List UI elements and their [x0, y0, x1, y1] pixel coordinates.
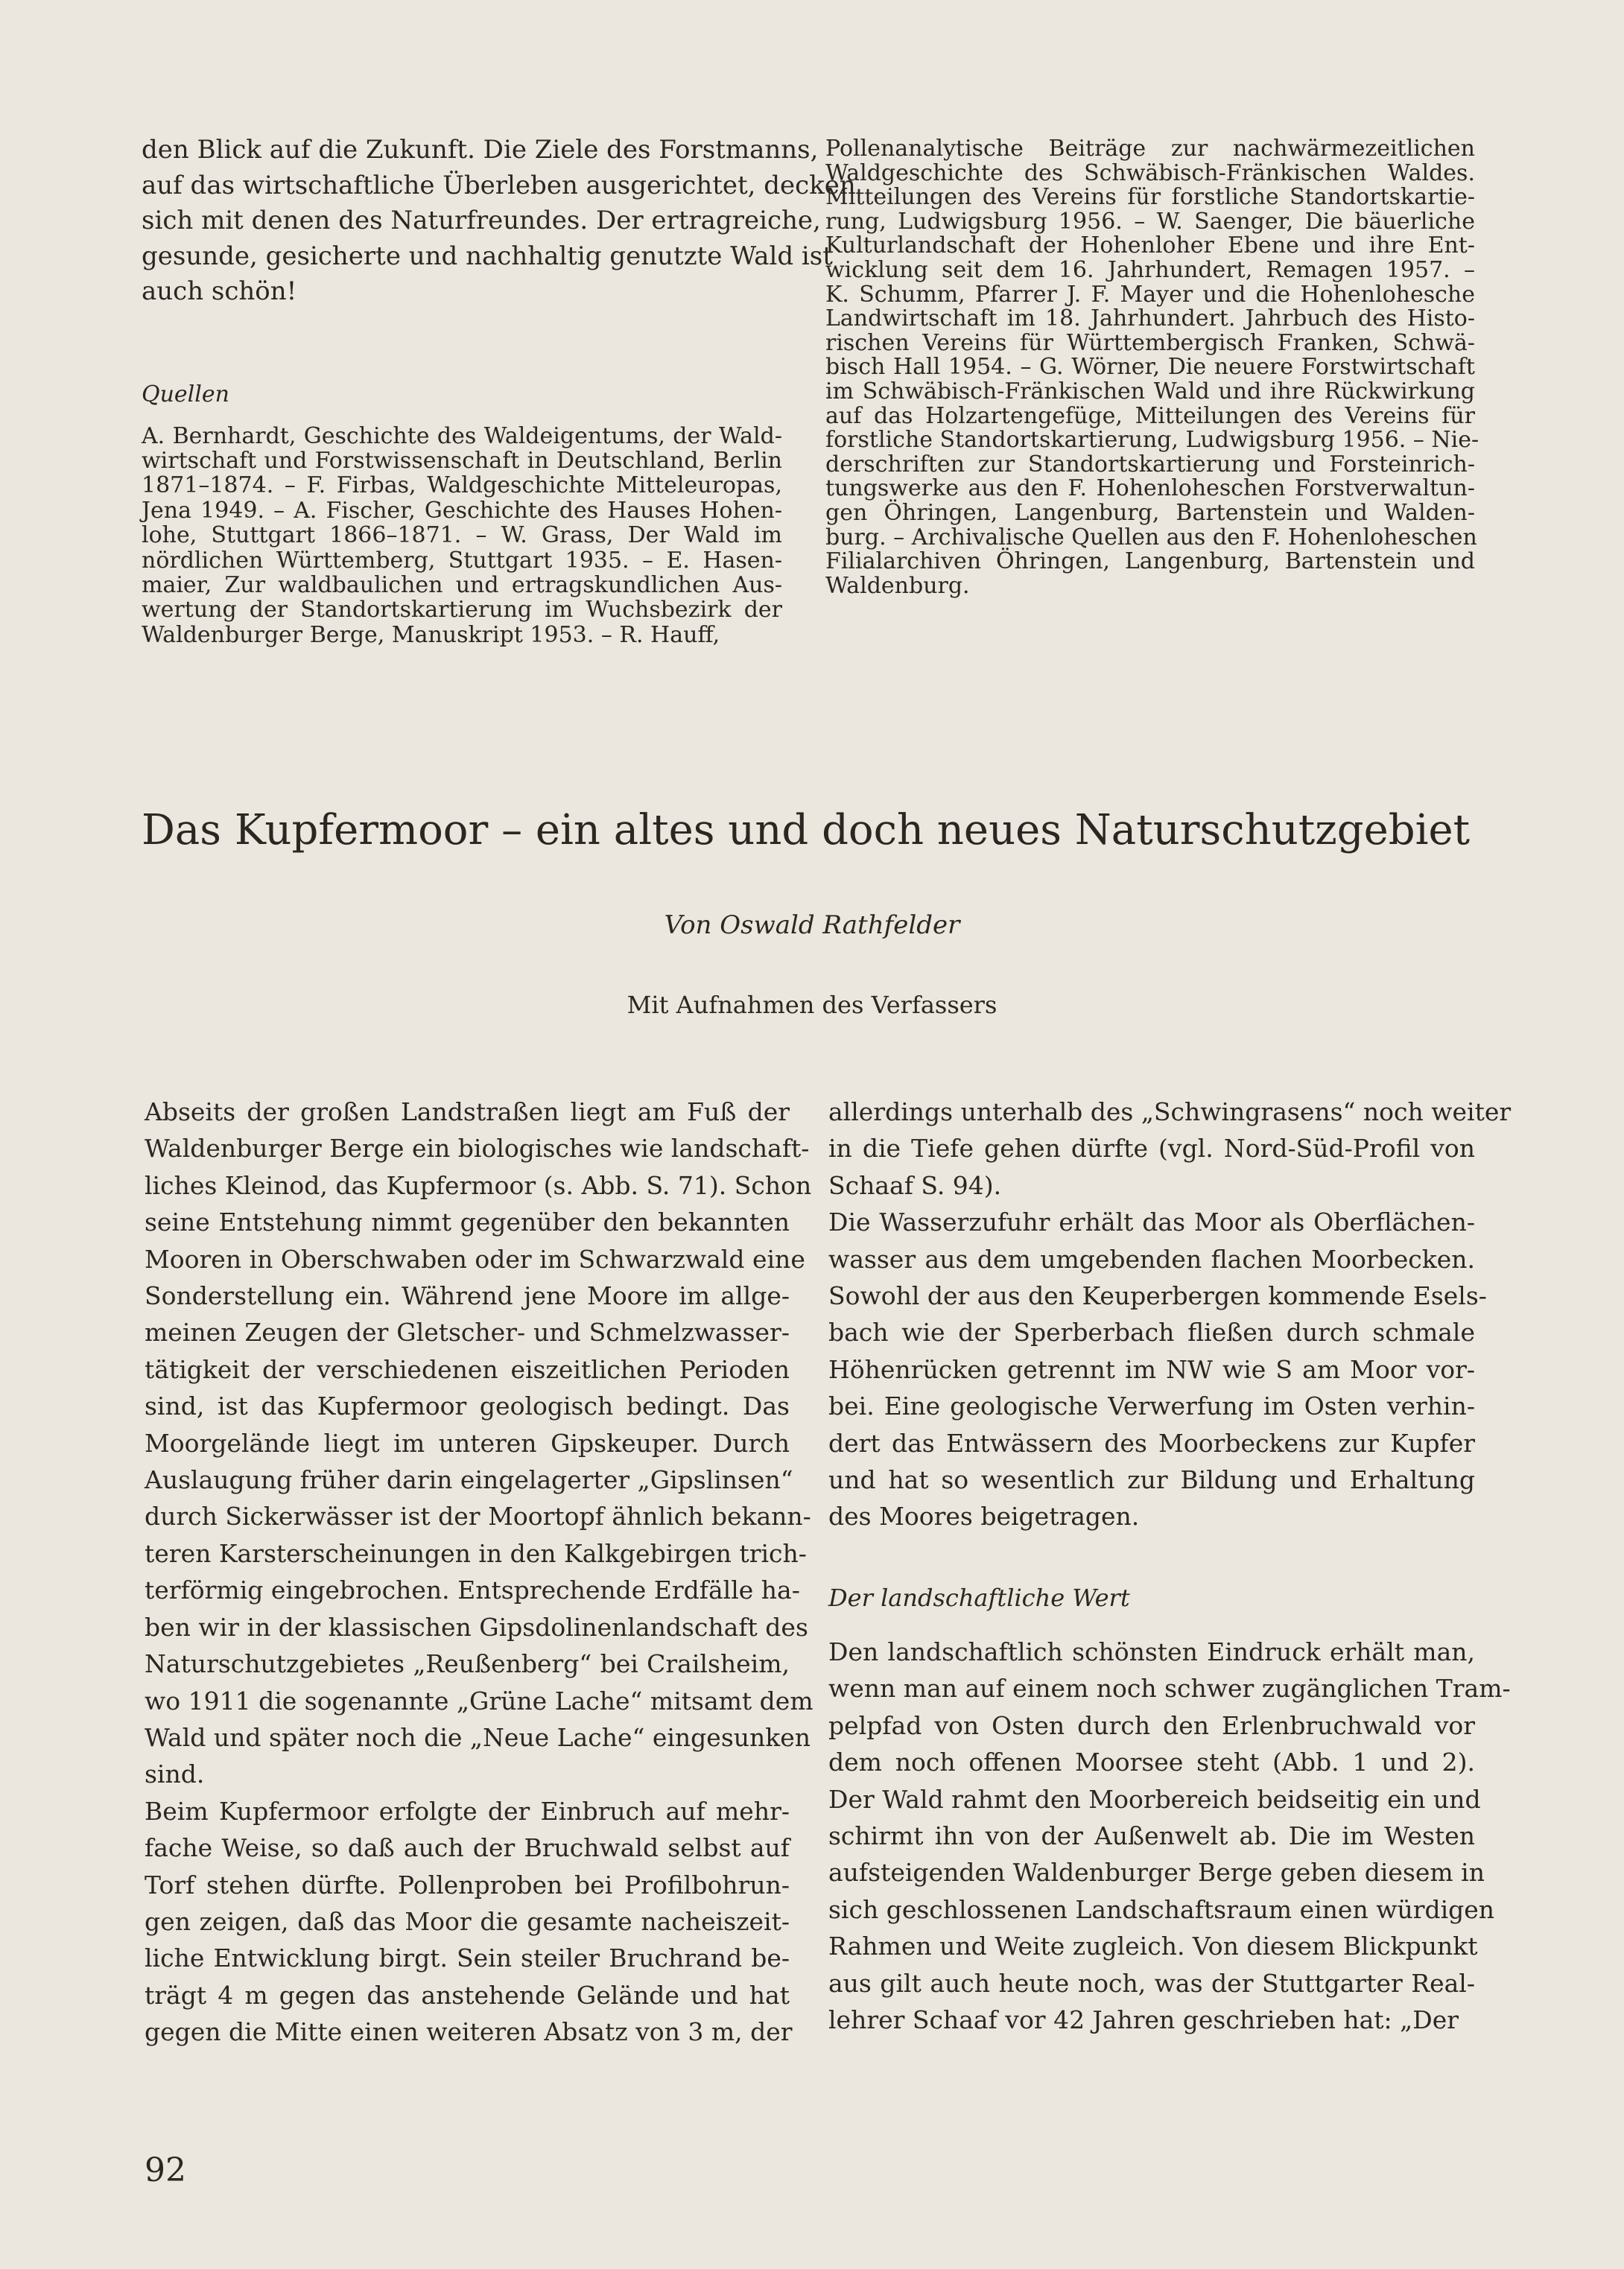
text-line: forstliche Standortskartierung, Ludwigsburg 1956. – Nie- — [825, 427, 1479, 454]
text-line: lehrer Schaaf vor 42 Jahren geschrieben hat: „Der — [828, 2005, 1459, 2034]
paragraph-water-supply — [828, 1204, 1487, 1535]
text-line: liche Entwicklung birgt. Sein steiler Bruchrand be- — [145, 1943, 790, 1973]
text-line: wenn man auf einem noch schwer zugänglichen Tram- — [828, 1674, 1511, 1704]
sources-list-left — [142, 424, 782, 648]
text-line: Höhenrücken getrennt im NW wie S am Moor vor- — [828, 1354, 1475, 1384]
text-line: gesunde, gesicherte und nachhaltig genutzte Wald ist — [142, 241, 833, 271]
section-heading: Der landschaftliche Wert — [828, 1583, 1130, 1612]
text-line: Schaaf S. 94). — [828, 1170, 1002, 1200]
text-line: wo 1911 die sogenannte „Grüne Lache“ mitsamt dem — [145, 1686, 813, 1716]
text-line: terförmig eingebrochen. Entsprechende Erdfälle ha- — [145, 1575, 800, 1605]
text-line: Filialarchiven Öhringen, Langenburg, Bartenstein und — [825, 548, 1475, 575]
text-line: wicklung seit dem 16. Jahrhundert, Remagen 1957. – — [825, 256, 1475, 283]
paragraph-collapse — [145, 1793, 793, 2051]
text-line: Waldenburg. — [825, 572, 970, 599]
text-line: Mitteilungen des Vereins für forstliche Standortskartie- — [825, 184, 1475, 211]
text-line: Die Wasserzufuhr erhält das Moor als Oberflächen- — [828, 1208, 1475, 1237]
text-line: tungswerke aus den F. Hohenloheschen Forstverwaltun- — [825, 475, 1475, 502]
text-line: aufsteigenden Waldenburger Berge geben diesem in — [828, 1858, 1485, 1888]
text-line: in die Tiefe gehen dürfte (vgl. Nord-Süd-Profil von — [828, 1134, 1475, 1164]
top-right-column — [825, 136, 1479, 599]
text-line: derschriften zur Standortskartierung und Forsteinrich- — [825, 451, 1475, 477]
paragraph-landscape — [828, 1634, 1511, 2038]
text-line: Landwirtschaft im 18. Jahrhundert. Jahrbuch des Histo- — [825, 305, 1475, 332]
text-line: teren Karsterscheinungen in den Kalkgebirgen trich- — [145, 1538, 807, 1568]
text-line: auf das wirtschaftliche Überleben ausgerichtet, decken — [142, 170, 856, 200]
text-line: Mooren in Oberschwaben oder im Schwarzwald eine — [145, 1244, 805, 1274]
text-line: Naturschutzgebietes „Reußenberg“ bei Crailsheim, — [145, 1649, 790, 1679]
text-line: sind, ist das Kupfermoor geologisch bedingt. Das — [145, 1391, 790, 1421]
text-line: sich geschlossenen Landschaftsraum einen würdigen — [828, 1894, 1495, 1924]
text-line: lohe, Stuttgart 1866–1871. – W. Grass, Der Wald im — [142, 522, 782, 549]
text-line: des Moores beigetragen. — [828, 1502, 1140, 1532]
text-line: Den landschaftlich schönsten Eindruck erhält man, — [828, 1637, 1475, 1666]
paragraph-depth — [828, 1094, 1512, 1204]
text-line: Sonderstellung ein. Während jene Moore im allge- — [145, 1281, 790, 1311]
text-line: Wald und später noch die „Neue Lache“ eingesunken — [145, 1722, 811, 1752]
text-line: und hat so wesentlich zur Bildung und Erhaltung — [828, 1465, 1475, 1495]
text-line: Waldenburger Berge, Manuskript 1953. – R. Hauff, — [142, 621, 720, 648]
text-line: meinen Zeugen der Gletscher- und Schmelzwasser- — [145, 1318, 790, 1348]
text-line: schirmt ihn von der Außenwelt ab. Die im Westen — [828, 1821, 1475, 1850]
text-line: bach wie der Sperberbach fließen durch schmale — [828, 1318, 1475, 1348]
text-line: auch schön! — [142, 276, 297, 306]
text-line: im Schwäbisch-Fränkischen Wald und ihre Rückwirkung — [825, 378, 1475, 404]
paragraph-formation — [145, 1094, 813, 1793]
text-line: Der Wald rahmt den Moorbereich beidseitig ein und — [828, 1784, 1481, 1814]
text-line: Moorgelände liegt im unteren Gipskeuper. Durch — [145, 1428, 790, 1458]
top-left-column — [142, 133, 856, 648]
text-line: Beim Kupfermoor erfolgte der Einbruch auf mehr- — [145, 1796, 790, 1826]
text-line: bei. Eine geologische Verwerfung im Osten verhin- — [828, 1391, 1475, 1421]
conclusion-paragraph — [142, 133, 856, 310]
text-line: Waldgeschichte des Schwäbisch-Fränkischen Waldes. — [825, 159, 1475, 186]
text-line: durch Sickerwässer ist der Moortopf ähnlich bekann- — [145, 1502, 811, 1532]
text-line: burg. – Archivalische Quellen aus den F. Hohenloheschen — [825, 524, 1477, 550]
text-line: ben wir in der klassischen Gipsdolinenlandschaft des — [145, 1612, 808, 1642]
text-line: gen Öhringen, Langenburg, Bartenstein und Walden- — [825, 499, 1475, 526]
text-line: Kulturlandschaft der Hohenloher Ebene und ihre Ent- — [825, 232, 1475, 259]
text-line: rung, Ludwigsburg 1956. – W. Saenger, Die bäuerliche — [825, 208, 1475, 235]
text-line: Abseits der großen Landstraßen liegt am Fuß der — [145, 1097, 790, 1126]
text-line: bisch Hall 1954. – G. Wörner, Die neuere Forstwirtschaft — [825, 354, 1475, 381]
photo-credit: Mit Aufnahmen des Verfassers — [627, 991, 997, 1019]
text-line: nördlichen Württemberg, Stuttgart 1935. – E. Hasen- — [142, 547, 782, 574]
text-line: 1871–1874. – F. Firbas, Waldgeschichte Mitteleuropas, — [142, 472, 782, 499]
text-line: sich mit denen des Naturfreundes. Der ertragreiche, — [142, 206, 821, 235]
text-line: Pollenanalytische Beiträge zur nachwärmezeitlichen — [825, 136, 1475, 162]
text-line: maier, Zur waldbaulichen und ertragskundlichen Aus- — [142, 571, 782, 598]
text-line: sind. — [145, 1759, 205, 1789]
sources-list-right — [825, 136, 1479, 599]
text-line: aus gilt auch heute noch, was der Stuttgarter Real- — [828, 1968, 1475, 1998]
text-line: seine Entstehung nimmt gegenüber den bekannten — [145, 1208, 790, 1237]
text-line: den Blick auf die Zukunft. Die Ziele des Forstmanns, — [142, 135, 819, 165]
text-line: K. Schumm, Pfarrer J. F. Mayer und die Hohenlohesche — [825, 281, 1475, 308]
article-left-column — [145, 1094, 813, 2051]
text-line: gegen die Mitte einen weiteren Absatz von 3 m, der — [145, 2017, 793, 2047]
text-line: wertung der Standortskartierung im Wuchsbezirk der — [142, 597, 782, 623]
text-line: wirtschaft und Forstwissenschaft in Deutschland, Berlin — [142, 447, 782, 474]
page-number: 92 — [145, 2151, 186, 2189]
text-line: Auslaugung früher darin eingelagerter „Gipslinsen“ — [145, 1465, 793, 1495]
text-line: dert das Entwässern des Moorbeckens zur Kupfer — [828, 1428, 1475, 1458]
text-line: allerdings unterhalb des „Schwingrasens“ noch weiter — [828, 1097, 1512, 1126]
text-line: Sowohl der aus den Keuperbergen kommende Esels- — [828, 1281, 1487, 1311]
text-line: dem noch offenen Moorsee steht (Abb. 1 und 2). — [828, 1748, 1475, 1777]
text-line: Jena 1949. – A. Fischer, Geschichte des Hauses Hohen- — [142, 497, 782, 524]
text-line: A. Bernhardt, Geschichte des Waldeigentums, der Wald- — [142, 422, 782, 449]
text-line: liches Kleinod, das Kupfermoor (s. Abb. S. 71). Schon — [145, 1170, 812, 1200]
article-title: Das Kupfermoor – ein altes und doch neues Naturschutzgebiet — [142, 806, 1471, 854]
article-author: Von Oswald Rathfelder — [664, 910, 960, 940]
text-line: Rahmen und Weite zugleich. Von diesem Blickpunkt — [828, 1932, 1478, 1961]
sources-heading: Quellen — [142, 381, 229, 407]
text-line: Torf stehen dürfte. Pollenproben bei Profilbohrun- — [145, 1870, 790, 1900]
text-line: pelpfad von Osten durch den Erlenbruchwald vor — [828, 1710, 1475, 1740]
text-line: fache Weise, so daß auch der Bruchwald selbst auf — [145, 1833, 790, 1863]
text-line: gen zeigen, daß das Moor die gesamte nacheiszeit- — [145, 1906, 790, 1936]
text-line: trägt 4 m gegen das anstehende Gelände und hat — [145, 1980, 790, 2010]
text-line: Waldenburger Berge ein biologisches wie landschaft- — [145, 1134, 810, 1164]
text-line: auf das Holzartengefüge, Mitteilungen des Vereins für — [825, 402, 1475, 429]
article-right-column — [828, 1094, 1512, 2038]
text-line: tätigkeit der verschiedenen eiszeitlichen Perioden — [145, 1354, 790, 1384]
text-line: rischen Vereins für Württembergisch Franken, Schwä- — [825, 329, 1475, 356]
text-line: wasser aus dem umgebenden flachen Moorbecken. — [828, 1244, 1475, 1274]
